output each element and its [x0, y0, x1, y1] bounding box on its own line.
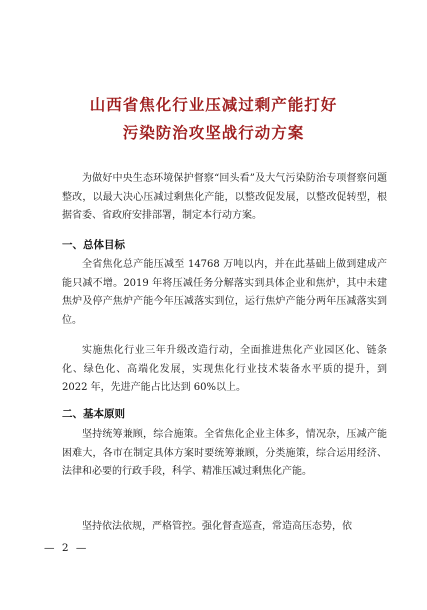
document-title-line-2: 污染防治攻坚战行动方案 [122, 123, 305, 142]
section-heading-principles: 二、基本原则 [62, 408, 125, 420]
section-heading-goals: 一、总体目标 [62, 239, 125, 251]
principles-paragraph-1: 坚持统筹兼顾，综合施策。全省焦化企业主体多，情况杂，压减产能困难大，各市在制定具体方案时要统筹兼顾，分类施策，综合运用经济、法律和必要的行政手段，科学、精准压减过剩焦化产能。 [62, 429, 387, 477]
goals-paragraph-1: 全省焦化总产能压减至 14768 万吨以内，并在此基础上做到建成产能只减不增。2019 年将压减任务分解落实到具体企业和焦炉，其中未建焦炉及停产焦炉产能今年压减落实到位，运行焦炉产能分两年压减落实到位。 [62, 259, 387, 326]
principles-paragraph-2: 坚持依法依规，严格管控。强化督查巡查，常造高压态势，依 [82, 521, 352, 532]
goals-paragraph-2: 实施焦化行业三年升级改造行动，全面推进焦化产业园区化、链条化、绿色化、高端化发展，实现焦化行业技术装备水平质的提升，到 2022 年，先进产能占比达到 60%以上。 [62, 345, 387, 393]
document-title-line-1: 山西省焦化行业压减过剩产能打好 [89, 95, 338, 114]
intro-paragraph: 为做好中央生态环境保护督察“回头看”及大气污染防治专项督察问题整改，以最大决心压减过剩焦化产能，以整改促发展，以整改促转型，根据省委、省政府安排部署，制定本行动方案。 [62, 173, 387, 221]
page-number: — 2 — [44, 542, 89, 554]
